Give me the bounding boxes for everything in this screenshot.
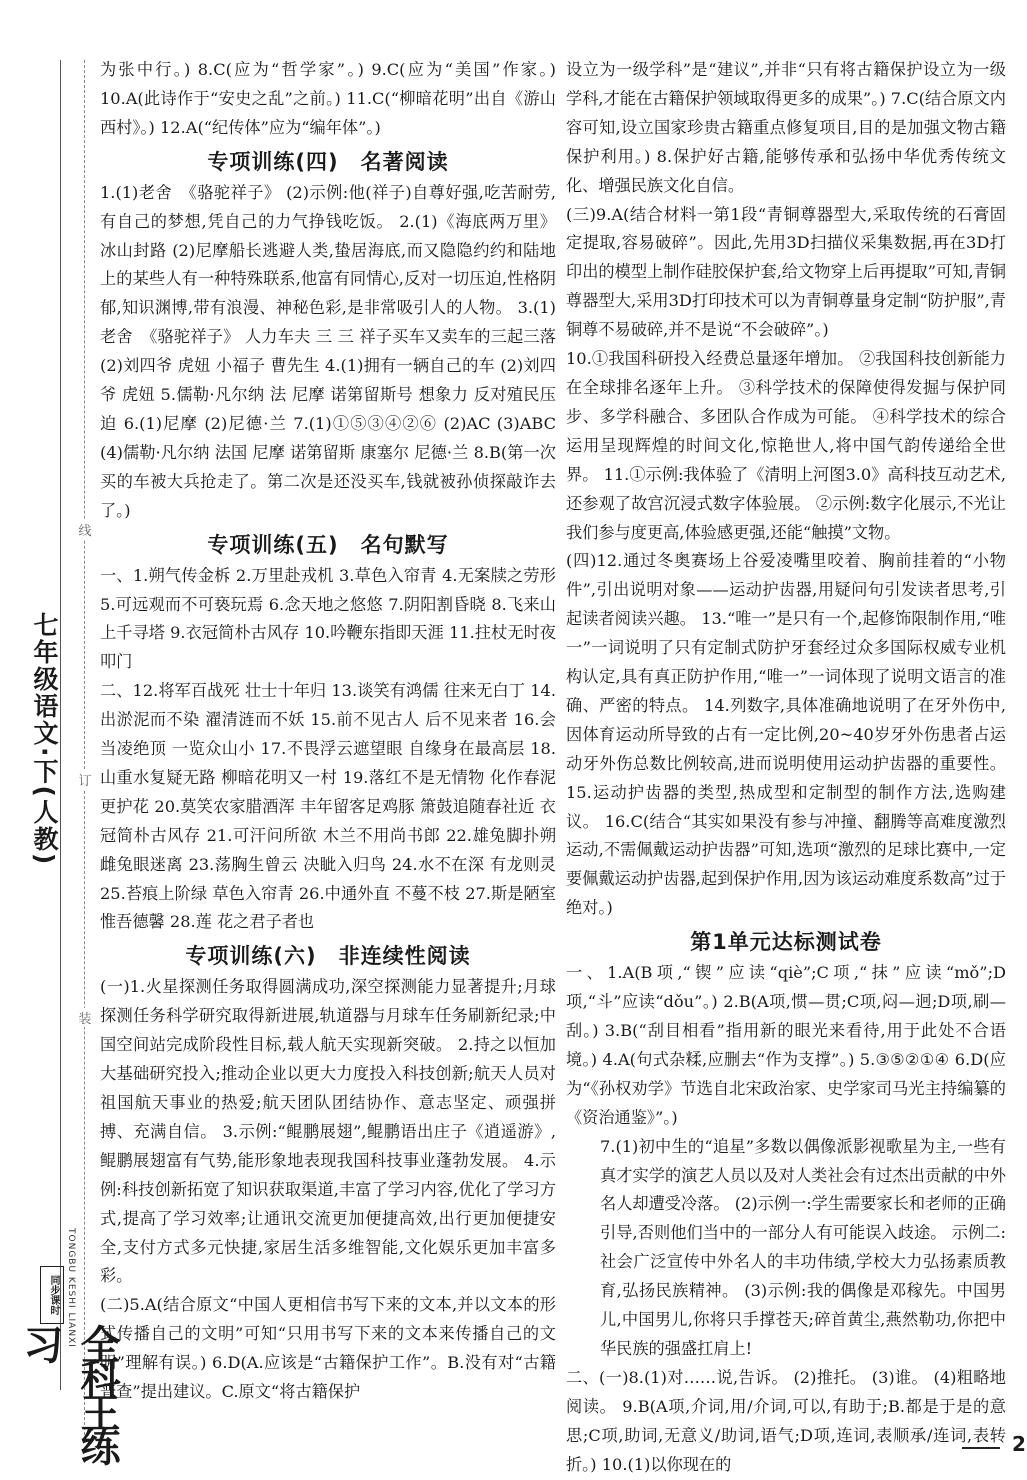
answer-paragraph: 二、(一)8.(1)对……说,告诉。 (2)推托。 (3)谁。 (4)粗略地阅读。 9.B(A项,介词,用/介词,可以,有助于;B.都是于是的意思;C项,助词,无意义/助词,语气;D项,连词,表顺承/连词,表转折。) 10.(1)以你现在的 bbox=[566, 1367, 1006, 1474]
right-column bbox=[566, 56, 1006, 1480]
answer-paragraph: (四)12.通过冬奥赛场上谷爱凌嘴里咬着、胸前挂着的“小物件”,引出说明对象——运动护齿器,用疑问句引发读者思考,引起读者阅读兴趣。 13.“唯一”是只有一个,起修饰限制作用,“唯一”一词说明了只有定制式防护牙套经过众多国际权威专业机构认定,具有真正防护作用,“唯一”一词体现了说明文语言的准确、严密的特点。 14.列数字,具体准确地说明了在牙外伤中,因体育运动所导致的占有一定比例,20~40岁牙外伤患者占运动牙外伤总数比例较高,进而说明使用运动护齿器的重要性。 15.运动护齿器的类型,热成型和定制型的制作方法,选购建议。 16.C(结合“其实如果没有参与冲撞、翻腾等高难度激烈运动,不需佩戴运动护齿器”可知,选项“激烈的足球比赛中,一定要佩戴运动护齿器,起到保护作用,因为该运动难度系数高”过于绝对。) bbox=[566, 551, 1006, 918]
answer-paragraph: 为张中行。) 8.C(应为“哲学家”。) 9.C(应为“美国”作家。) 10.A(此诗作于“安史之乱”之前。) 11.C(“柳暗花明”出自《游山西村》。) 12.A(“纪传体”应为“编年体”。) bbox=[100, 60, 556, 137]
series-label: 同步课时 bbox=[40, 1266, 64, 1324]
series-pinyin: TONGBU KESHI LIANXI bbox=[66, 1228, 76, 1348]
section-heading: 专项训练(六) 非连续性阅读 bbox=[185, 944, 471, 969]
answer-paragraph: 设立为一级学科”是“建议”,并非“只有将古籍保护设立为一级学科,才能在古籍保护领域取得更多的成果”。) 7.C(结合原文内容可知,设立国家珍贵古籍重点修复项目,目的是加强文物古籍保护利用。) 8.保护好古籍,能够传承和弘扬中华优秀传统文化、增强民族文化自信。 bbox=[566, 60, 1006, 195]
brand-name: 全科王练习 bbox=[17, 1324, 121, 1460]
cut-mark-xian: 线 bbox=[76, 520, 94, 539]
section-heading: 专项训练(五) 名句默写 bbox=[207, 532, 449, 557]
page-number-rule bbox=[962, 1447, 1000, 1449]
answer-paragraph: (一)1.火星探测任务取得圆满成功,深空探测能力显著提升;月球探测任务科学研究取得新进展,轨道器与月球车任务刷新纪录;中国空间站完成阶段性目标,载人航天实现新突破。 2.持之以恒加大基础研究投入;推动企业以更大力度投入科技创新;航天人员对祖国航天事业的热爱;航天团队团结协作、意志坚定、顽强拼搏、充满自信。 3.示例:“鲲鹏展翅”,鲲鹏语出庄子《逍遥游》,鲲鹏展翅富有气势,能形象地表现我国科技事业蓬勃发展。 4.示例:科技创新拓宽了知识获取渠道,丰富了学习内容,优化了学习方式,提高了学习效率;让通讯交流更加便捷高效,出行更加便捷安全,支付方式多元快捷,家居生活多维智能,文化娱乐更加丰富多彩。 bbox=[100, 977, 556, 1286]
answer-paragraph: (二)5.A(结合原文“中国人更相信书写下来的文本,并以文本的形式传播自己的文明”可知“只用书写下来的文本来传播自己的文明”理解有误。) 6.D(A.应该是“古籍保护工作”。B.没有对“古籍普查”提出建议。C.原文“将古籍保护 bbox=[100, 1295, 556, 1402]
binding-margin bbox=[0, 0, 121, 1475]
answer-paragraph: 一、1.A(B项,“锲”应读“qiè”;C项,“抹”应读“mǒ”;D项,“斗”应读“dǒu”。) 2.B(A项,惯—贯;C项,闷—迥;D项,刷—刮。) 3.B(“刮目相看”指用新的眼光来看待,用于此处不合语境。) 4.A(句式杂糅,应删去“作为支撑”。) 5.③⑤②①④ 6.D(应为“《孙权劝学》节选自北宋政治家、史学家司马光主持编纂的《资治通鉴》”。) bbox=[566, 963, 1006, 1127]
section-heading: 第1单元达标测试卷 bbox=[690, 930, 882, 955]
cut-mark-zhuang: 装 bbox=[76, 1008, 94, 1027]
cut-line bbox=[84, 60, 85, 1440]
answer-paragraph: (三)9.A(结合材料一第1段“青铜尊器型大,采取传统的石膏固定提取,容易破碎”。因此,先用3D扫描仪采集数据,再在3D打印出的模型上制作硅胶保护套,给文物穿上后再提取”可知,青铜尊器型大,采用3D打印技术可以为青铜尊量身定制“防护服”,青铜尊不易破碎,并不是说“不会破碎”。) bbox=[566, 204, 1006, 340]
page-number: 2 bbox=[1012, 1432, 1026, 1456]
section-heading: 专项训练(四) 名著阅读 bbox=[207, 149, 449, 174]
answer-paragraph: 7.(1)初中生的“追星”多数以偶像派影视歌星为主,一些有真才实学的演艺人员以及对人类社会有过杰出贡献的中外名人却遭受冷落。 (2)示例一:学生需要家长和老师的正确引导,否则他们当中的一部分人有可能误入歧途。 示例二:社会广泛宣传中外名人的丰功伟绩,学校大力弘扬素质教育,弘扬民族精神。 (3)示例:我的偶像是邓稼先。中国男儿,中国男儿,你将只手撑苍天;碎首黄尘,燕然勒功,你把中华民族的强盛扛肩上! bbox=[600, 1136, 1006, 1358]
answer-paragraph: 二、12.将军百战死 壮士十年归 13.谈笑有鸿儒 往来无白丁 14.出淤泥而不染 濯清涟而不妖 15.前不见古人 后不见来者 16.会当凌绝顶 一览众山小 17.不畏浮云遮望眼 自缘身在最高层 18.山重水复疑无路 柳暗花明又一村 19.落红不是无情物 化作春泥更护花 20.莫笑农家腊酒浑 丰年留客足鸡豚 箫鼓追随春社近 衣冠简朴古风存 21.可汗问所欲 木兰不用尚书郎 22.雄兔脚扑朔 雌兔眼迷离 23.荡胸生曾云 决眦入归鸟 24.水不在深 有龙则灵 25.苔痕上阶绿 草色入帘青 26.中通外直 不蔓不枝 27.斯是陋室 惟吾德馨 28.莲 花之君子者也 bbox=[100, 681, 556, 932]
answer-paragraph: 一、1.朔气传金柝 2.万里赴戎机 3.草色入帘青 4.无案牍之劳形 5.可远观而不可亵玩焉 6.念天地之悠悠 7.阴阳割昏晓 8.飞来山上千寻塔 9.衣冠简朴古风存 10.吟鞭东指即天涯 11.拄杖无时夜叩门 bbox=[100, 565, 556, 672]
cut-mark-ding: 订 bbox=[76, 770, 94, 789]
left-column bbox=[100, 56, 556, 1407]
answer-paragraph: 10.①我国科研投入经费总量逐年增加。 ②我国科技创新能力在全球排名逐年上升。 ③科学技术的保障使得发掘与保护同步、多学科融合、多团队合作成为可能。 ④科学技术的综合运用呈现辉煌的时间文化,惊艳世人,将中国气韵传递给全世界。 11.①示例:我体验了《清明上河图3.0》高科技互动艺术,还参观了故宫沉浸式数字体验展。 ②示例:数字化展示,不光让我们参与度更高,体验感更强,还能“触摸”文物。 bbox=[566, 349, 1006, 542]
answer-paragraph: 1.(1)老舍 《骆驼祥子》 (2)示例:他(祥子)自尊好强,吃苦耐劳,有自己的梦想,凭自己的力气挣钱吃饭。 2.(1)《海底两万里》 冰山封路 (2)尼摩船长逃避人类,蛰居海底,而又隐隐约约和陆地上的某些人有一种特殊联系,他富有同情心,反对一切压迫,性格阴郁,知识渊博,带有浪漫、神秘色彩,是非常吸引人的人物。 3.(1)老舍 《骆驼祥子》 人力车夫 三 三 祥子买车又卖车的三起三落 (2)刘四爷 虎妞 小福子 曹先生 4.(1)拥有一辆自己的车 (2)刘四爷 虎妞 5.儒勒·凡尔纳 法 尼摩 诺第留斯号 想象力 反对殖民压迫 6.(1)尼摩 (2)尼德·兰 7.(1)①⑤③④②⑥ (2)AC (3)ABC (4)儒勒·凡尔纳 法国 尼摩 诺第留斯 康塞尔 尼德·兰 8.B(第一次买的车被大兵抢走了。第二次是还没买车,钱就被孙侦探敲诈去了。) bbox=[100, 182, 556, 520]
book-title: 七年级语文·下(人教) bbox=[30, 612, 59, 867]
